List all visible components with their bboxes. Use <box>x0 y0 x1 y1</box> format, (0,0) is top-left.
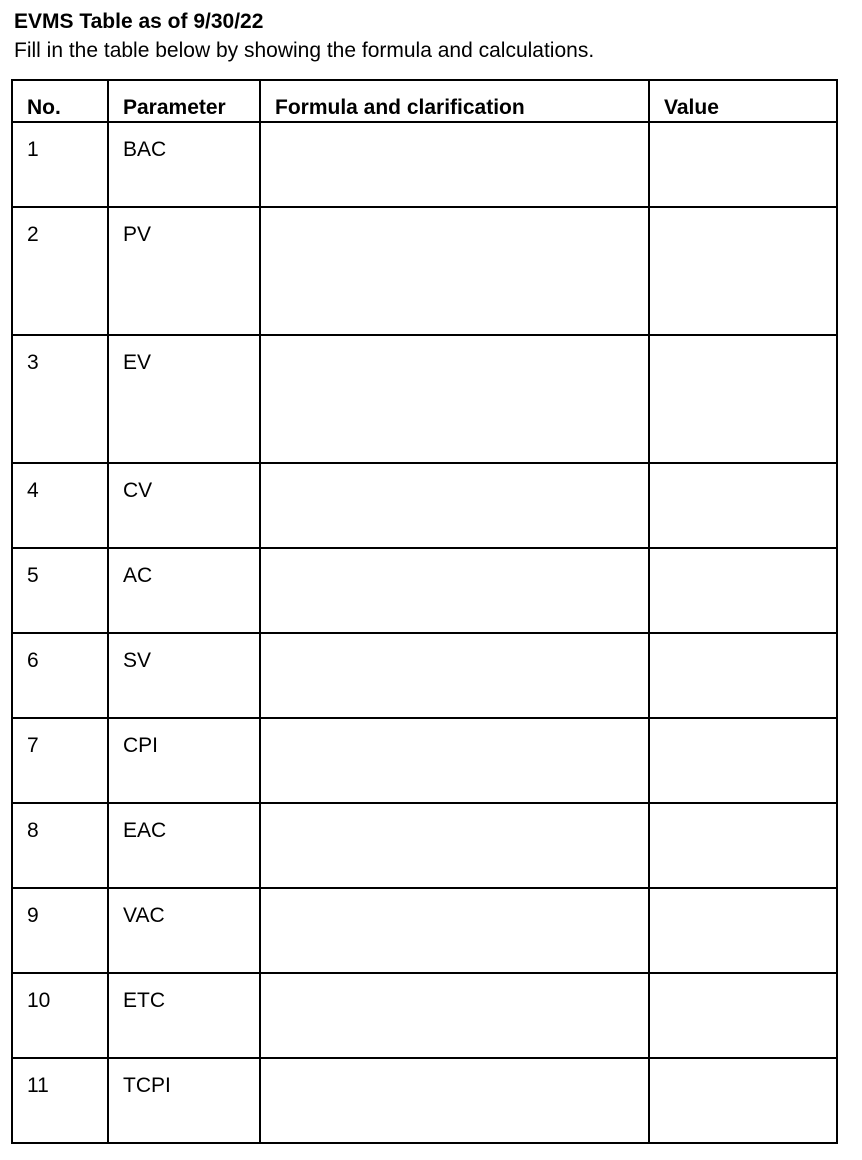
cell-formula[interactable] <box>260 548 649 633</box>
cell-formula[interactable] <box>260 718 649 803</box>
cell-no: 9 <box>12 888 108 973</box>
evms-table <box>11 79 838 1144</box>
cell-parameter: AC <box>108 548 260 633</box>
cell-no: 11 <box>12 1058 108 1143</box>
cell-value[interactable] <box>649 633 837 718</box>
header-value: Value <box>649 80 837 122</box>
cell-formula[interactable] <box>260 1058 649 1143</box>
cell-parameter: CV <box>108 463 260 548</box>
document-heading: EVMS Table as of 9/30/22 <box>14 10 264 33</box>
cell-no: 3 <box>12 335 108 463</box>
table-row <box>12 207 837 335</box>
cell-no: 10 <box>12 973 108 1058</box>
cell-value[interactable] <box>649 463 837 548</box>
cell-no: 1 <box>12 122 108 207</box>
cell-parameter: PV <box>108 207 260 335</box>
cell-value[interactable] <box>649 122 837 207</box>
cell-parameter: CPI <box>108 718 260 803</box>
table-row <box>12 548 837 633</box>
cell-parameter: BAC <box>108 122 260 207</box>
cell-value[interactable] <box>649 1058 837 1143</box>
cell-formula[interactable] <box>260 335 649 463</box>
cell-no: 8 <box>12 803 108 888</box>
cell-parameter: SV <box>108 633 260 718</box>
instruction-text: Fill in the table below by showing the formula and calculations. <box>14 39 595 62</box>
cell-parameter: ETC <box>108 973 260 1058</box>
cell-no: 2 <box>12 207 108 335</box>
cell-formula[interactable] <box>260 803 649 888</box>
cell-value[interactable] <box>649 548 837 633</box>
cell-parameter: TCPI <box>108 1058 260 1143</box>
cell-formula[interactable] <box>260 633 649 718</box>
cell-no: 6 <box>12 633 108 718</box>
cell-parameter: VAC <box>108 888 260 973</box>
cell-formula[interactable] <box>260 207 649 335</box>
cell-no: 5 <box>12 548 108 633</box>
table-row <box>12 335 837 463</box>
table-row <box>12 718 837 803</box>
cell-parameter: EAC <box>108 803 260 888</box>
table-row <box>12 888 837 973</box>
cell-parameter: EV <box>108 335 260 463</box>
table-row <box>12 1058 837 1143</box>
header-parameter: Parameter <box>108 80 260 122</box>
table-row <box>12 463 837 548</box>
table-row <box>12 803 837 888</box>
cell-formula[interactable] <box>260 122 649 207</box>
table-row <box>12 633 837 718</box>
cell-no: 7 <box>12 718 108 803</box>
cell-formula[interactable] <box>260 888 649 973</box>
cell-value[interactable] <box>649 718 837 803</box>
cell-value[interactable] <box>649 888 837 973</box>
cell-value[interactable] <box>649 335 837 463</box>
table-row <box>12 122 837 207</box>
header-formula: Formula and clarification <box>260 80 649 122</box>
cell-formula[interactable] <box>260 973 649 1058</box>
cell-value[interactable] <box>649 207 837 335</box>
header-row <box>12 80 837 122</box>
cell-value[interactable] <box>649 803 837 888</box>
cell-formula[interactable] <box>260 463 649 548</box>
header-no: No. <box>12 80 108 122</box>
cell-no: 4 <box>12 463 108 548</box>
cell-value[interactable] <box>649 973 837 1058</box>
table-row <box>12 973 837 1058</box>
